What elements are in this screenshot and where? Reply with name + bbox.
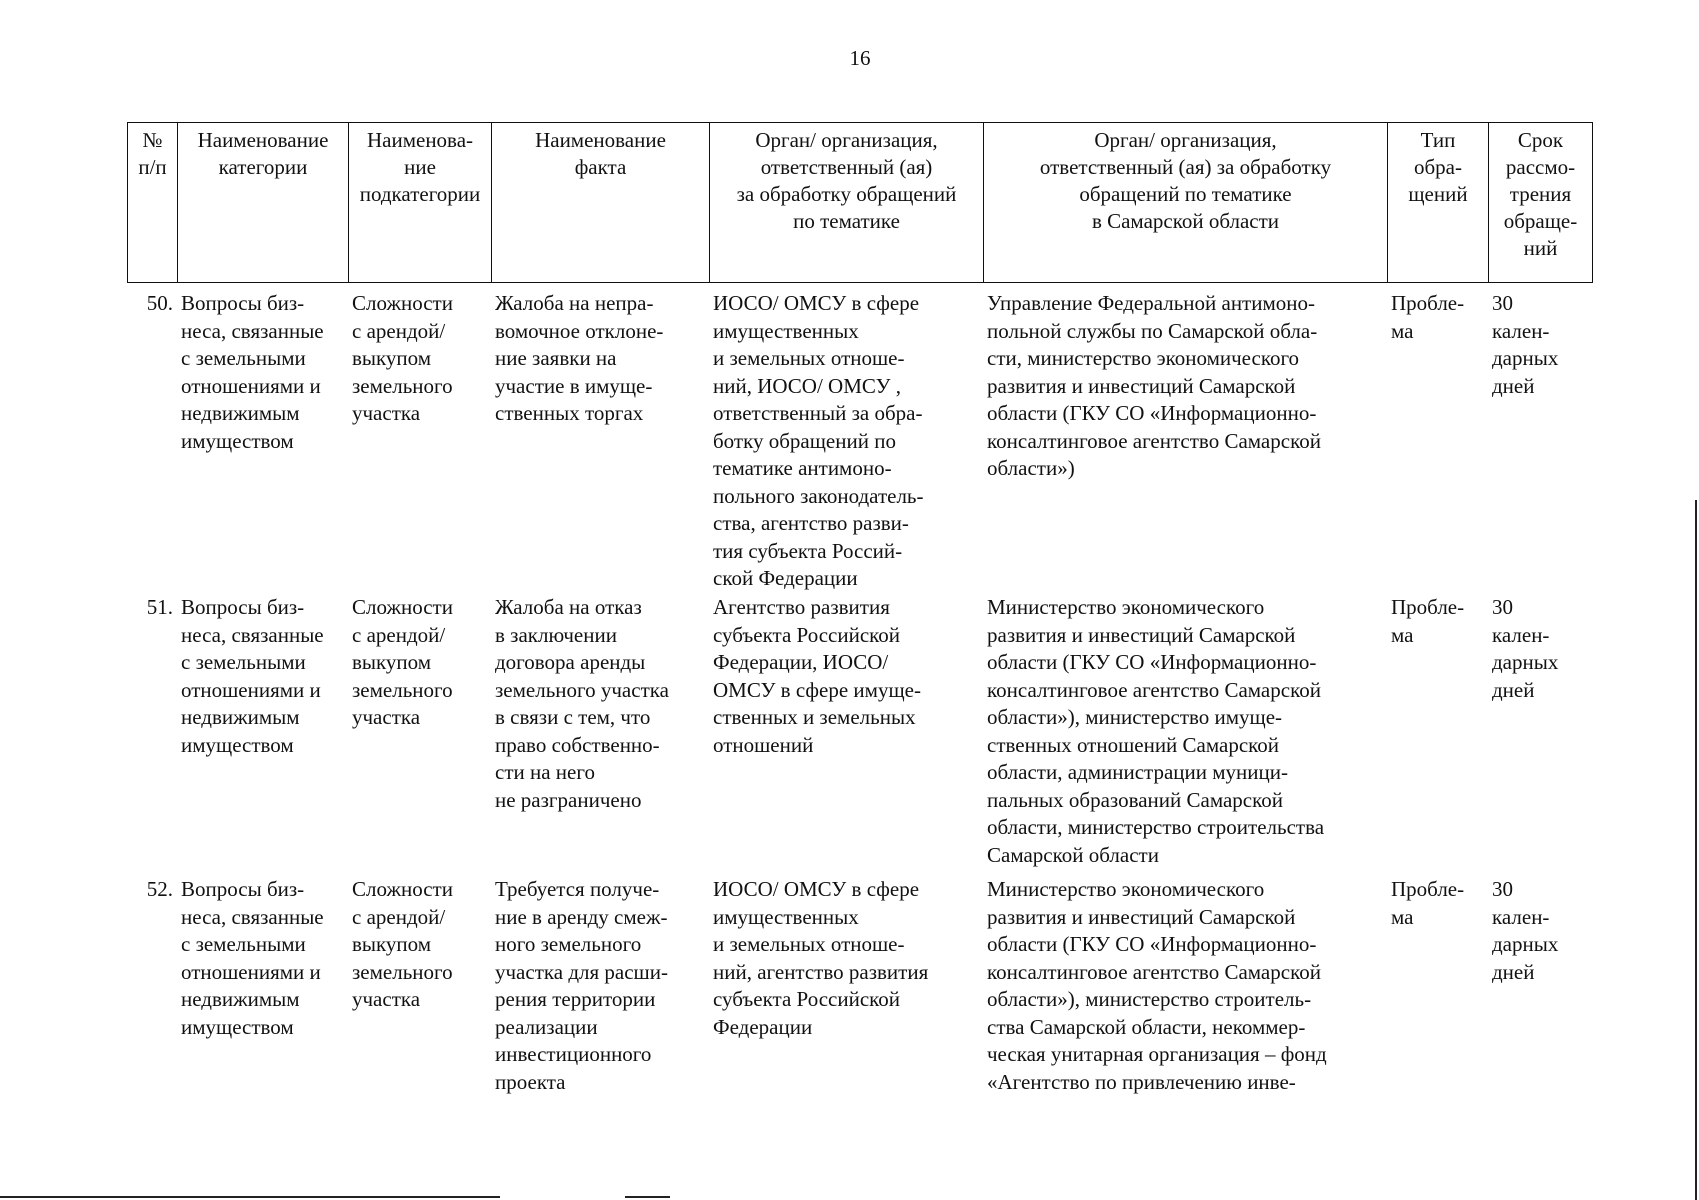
cell-organ-samara [983,876,1387,1106]
cell-line: отношениями и [181,373,321,398]
cell-line: ственных отношений Самарской [987,732,1280,757]
cell-line: ОМСУ в сфере имуще- [713,677,921,702]
header-type [1388,123,1489,283]
cell-line: отношениями и [181,677,321,702]
cell-line: ние заявки на [495,346,617,370]
cell-line: обраще- [1503,209,1578,233]
header-subcategory [349,123,492,283]
cell-line: рения территории [495,987,656,1011]
cell-line: Орган/ организация, [755,128,938,152]
cell-line: Требуется получе- [495,877,660,901]
cell-line: имуществом [181,428,294,453]
cell-line: участка для расши- [495,959,668,984]
cell-line: развития и инвестиций Самарской [987,622,1296,647]
cell-term [1488,876,1592,1106]
header-term [1489,123,1593,283]
cell-line: обращений по тематике [1079,182,1292,206]
cell-line: субъекта Российской [713,987,901,1011]
page-number: 16 [849,46,871,70]
cell-line: Сложности [352,291,453,315]
cell-line: Наименование [535,128,666,152]
cell-line: и земельных отноше- [713,932,905,956]
cell-line: участие в имуще- [495,373,653,398]
row-number: 51. [146,595,173,619]
cell-line: Срок [1517,128,1564,152]
cell-line: в связи с тем, что [495,705,651,729]
cell-line: ний, ИОСО/ ОМСУ , [713,373,901,398]
cell-line: ИОСО/ ОМСУ в сфере [713,291,920,315]
cell-line: ответственный за обра- [713,401,923,425]
cell-line: Сложности [352,877,453,901]
cell-line: неса, связанные [181,904,324,929]
cell-type [1387,876,1488,1106]
cell-line: участка [352,987,421,1011]
cell-line: дарных [1492,346,1559,370]
cell-line: ботку обращений по [713,428,896,453]
row-number: 52. [146,877,173,901]
cell-line: ственных торгах [495,401,644,425]
cell-line: сти на него [495,760,595,784]
cell-category [177,290,348,594]
header-fact [492,123,710,283]
cell-line: дарных [1492,650,1559,674]
cell-line: ма [1391,904,1414,929]
cell-line: пальных образований Самарской [987,787,1283,812]
cell-line: с земельными [181,346,306,370]
cell-line: Министерство экономического [987,877,1265,901]
cell-line: щений [1408,182,1468,206]
cell-line: имущественных [713,318,859,343]
cell-line: Наименование [197,128,329,152]
header-category [178,123,349,283]
table-row [127,290,1592,594]
cell-line: выкупом [352,932,432,956]
cell-line: области»), министерство строитель- [987,987,1312,1011]
cell-line: 30 [1492,595,1513,619]
cell-line: имуществом [181,732,294,757]
cell-line: консалтинговое агентство Самарской [987,677,1321,702]
table-body [127,290,1592,1106]
cell-line: недвижимым [181,987,300,1011]
header-number [128,123,178,283]
cell-line: области»), министерство имуще- [987,705,1283,729]
cell-line: имуществом [181,1014,294,1039]
cell-line: реализации [495,1014,598,1039]
cell-subcategory [348,594,491,876]
cell-line: отношений [713,732,814,757]
cell-line: Тип [1420,128,1456,152]
scan-edge-line [1695,500,1697,1200]
cell-line: дней [1492,959,1535,984]
cell-category [177,876,348,1106]
cell-line: в Самарской области [1091,209,1280,233]
cell-line: субъекта Российской [713,622,901,647]
cell-line: ний, агентство развития [713,959,929,984]
cell-subcategory [348,876,491,1106]
cell-line: Самарской области [987,842,1159,867]
cell-organ [709,876,983,1106]
cell-subcategory [348,290,491,594]
cell-line: по тематике [793,209,900,233]
cell-type [1387,594,1488,876]
cell-line: недвижимым [181,705,300,729]
row-number: 50. [146,291,173,315]
cell-line: области (ГКУ СО «Информационно- [987,401,1317,425]
cell-line: трения [1509,182,1572,206]
cell-line: консалтинговое агентство Самарской [987,428,1321,453]
cell-line: 30 [1492,291,1513,315]
cell-line: с земельными [181,650,306,674]
cell-line: категории [218,155,308,179]
cell-fact [491,876,709,1106]
scan-edge-line [0,1196,500,1198]
cell-line: с земельными [181,932,306,956]
cell-line: и земельных отноше- [713,346,905,370]
cell-line: области (ГКУ СО «Информационно- [987,932,1317,956]
cell-line: сти, министерство экономического [987,346,1300,370]
cell-line: проекта [495,1069,566,1094]
cell-line: Наименова- [366,128,474,152]
cell-term [1488,290,1592,594]
cell-line: тия субъекта Россий- [713,538,903,563]
cell-line: имущественных [713,904,859,929]
cell-line: консалтинговое агентство Самарской [987,959,1321,984]
cell-line: право собственно- [495,732,660,757]
cell-line: Жалоба на непра- [495,291,654,315]
cell-line: обра- [1414,155,1462,179]
table-row [127,594,1592,876]
cell-line: участка [352,401,421,425]
cell-organ [709,290,983,594]
cell-line: Агентство развития [713,595,890,619]
cell-line: ответственный (ая) [760,155,933,179]
cell-fact [491,594,709,876]
cell-line: кален- [1492,904,1550,929]
cell-line: Федерации [713,1014,813,1039]
cell-term [1488,594,1592,876]
cell-line: Управление Федеральной антимоно- [987,291,1315,315]
cell-line: земельного участка [495,677,669,702]
cell-organ-samara [983,594,1387,876]
cell-line: ма [1391,622,1414,647]
cell-line: выкупом [352,346,432,370]
cell-line: Федерации, ИОСО/ [713,650,889,674]
cell-line: ма [1391,318,1414,343]
cell-line: не разграничено [495,787,642,812]
cell-line: ние в аренду смеж- [495,904,668,929]
cell-line: ного земельного [495,932,642,956]
cell-fact [491,290,709,594]
cell-line: ответственный (ая) за обработку [1039,155,1332,179]
cell-line: Вопросы биз- [181,595,305,619]
cell-line: области, министерство строительства [987,815,1325,839]
cell-line: ческая унитарная организация – фонд [987,1042,1327,1066]
cell-line: области (ГКУ СО «Информационно- [987,650,1317,674]
cell-line: факта [574,155,627,179]
cell-line: участка [352,705,421,729]
cell-line: ственных и земельных [713,705,916,729]
cell-line: Сложности [352,595,453,619]
cell-line: п/п [138,155,167,179]
cell-type [1387,290,1488,594]
cell-line: подкатегории [359,182,481,206]
cell-line: области, администрации муници- [987,760,1288,784]
cell-line: с арендой/ [352,904,446,929]
cell-category [177,594,348,876]
table-row [127,876,1592,1106]
cell-line: выкупом [352,650,432,674]
cell-line: отношениями и [181,959,321,984]
cell-line: дней [1492,373,1535,398]
scan-edge-line [625,1196,670,1198]
cell-line: развития и инвестиций Самарской [987,904,1296,929]
cell-line: тематике антимоно- [713,456,892,480]
cell-line: № [142,128,163,152]
cell-line: польной службы по Самарской обла- [987,318,1318,343]
cell-line: 30 [1492,877,1513,901]
cell-line: кален- [1492,622,1550,647]
cell-line: ние [404,155,436,179]
cell-line: Пробле- [1391,877,1465,901]
cell-organ [709,594,983,876]
cell-line: Орган/ организация, [1094,128,1277,152]
cell-line: дарных [1492,932,1559,956]
cell-line: рассмо- [1505,155,1576,179]
header-organ [710,123,984,283]
header-organ-samara [984,123,1388,283]
cell-line: ний [1523,236,1558,260]
cell-line: Министерство экономического [987,595,1265,619]
cell-line: Вопросы биз- [181,877,305,901]
cell-line: области») [987,456,1075,480]
cell-line: неса, связанные [181,622,324,647]
cell-line: дней [1492,677,1535,702]
cell-line: ИОСО/ ОМСУ в сфере [713,877,920,901]
cell-line: Вопросы биз- [181,291,305,315]
cell-line: инвестиционного [495,1042,652,1066]
cell-line: земельного [352,959,453,984]
cell-line: Пробле- [1391,595,1465,619]
cell-line: земельного [352,373,453,398]
cell-line: в заключении [495,622,617,647]
cell-line: польного законодатель- [713,483,924,508]
cell-line: земельного [352,677,453,702]
cell-line: «Агентство по привлечению инве- [987,1069,1296,1094]
cell-line: с арендой/ [352,622,446,647]
cell-line: вомочное отклоне- [495,318,664,343]
cell-organ-samara [983,290,1387,594]
cell-line: ской Федерации [713,566,858,590]
cell-line: ства Самарской области, некоммер- [987,1014,1306,1039]
cell-line: с арендой/ [352,318,446,343]
cell-line: Жалоба на отказ [495,595,642,619]
cell-line: развития и инвестиций Самарской [987,373,1296,398]
cell-line: договора аренды [495,650,646,674]
cell-line: за обработку обращений [736,182,957,206]
cell-line: Пробле- [1391,291,1465,315]
cell-line: кален- [1492,318,1550,343]
cell-line: недвижимым [181,401,300,425]
cell-line: неса, связанные [181,318,324,343]
table-header [127,122,1593,283]
cell-line: ства, агентство разви- [713,511,909,535]
